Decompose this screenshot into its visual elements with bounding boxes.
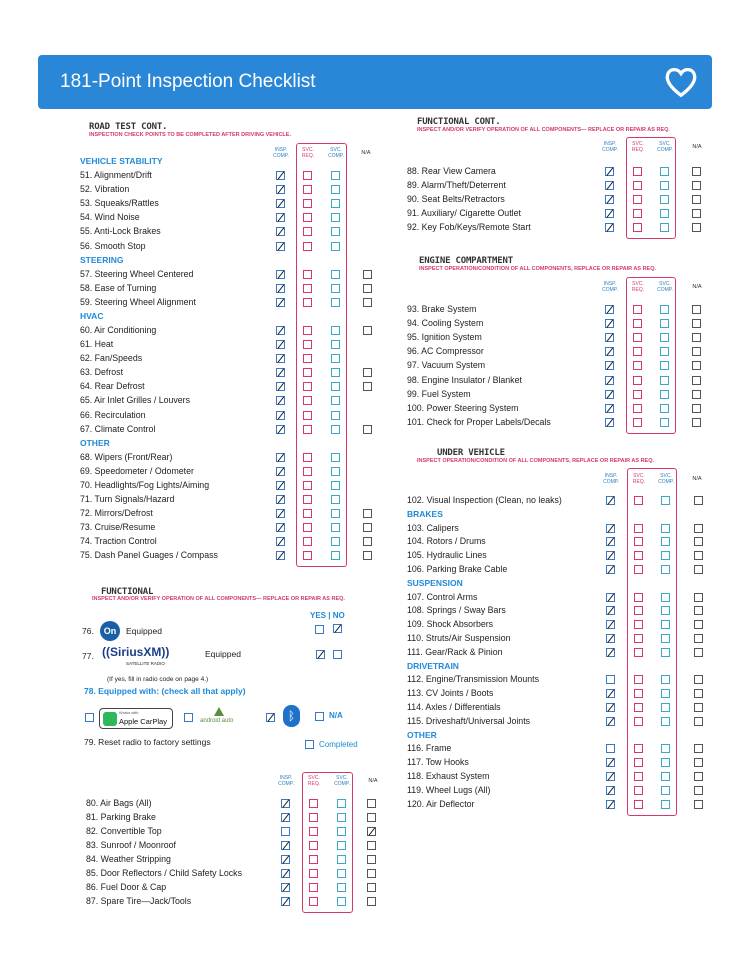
insp-comp-checkbox[interactable] bbox=[276, 171, 285, 180]
insp-comp-checkbox[interactable] bbox=[606, 675, 615, 684]
checklist-item: 52. Vibration bbox=[80, 184, 130, 195]
checklist-item: 100. Power Steering System bbox=[407, 402, 519, 413]
checklist-item: 53. Squeaks/Rattles bbox=[80, 198, 159, 209]
insp-comp-checkbox[interactable] bbox=[606, 800, 615, 809]
category-heading: HVAC bbox=[80, 310, 104, 321]
checklist-item: 88. Rear View Camera bbox=[407, 166, 496, 176]
insp-comp-checkbox[interactable] bbox=[606, 772, 615, 781]
na-checkbox[interactable] bbox=[363, 382, 372, 391]
header-svc-req: SVC. REQ. bbox=[307, 775, 321, 787]
functional-cont-header: FUNCTIONAL CONT. INSPECT AND/OR VERIFY OPERATION OF ALL COMPONENTS— REPLACE OR REPAIR AS REQ. bbox=[417, 117, 670, 133]
header-na: N/A bbox=[692, 476, 702, 482]
na-checkbox[interactable] bbox=[363, 523, 372, 532]
category-heading: BRAKES bbox=[407, 508, 443, 519]
header-svc-req: SVC. REQ. bbox=[631, 141, 645, 153]
engine-header: ENGINE COMPARTMENT INSPECT OPERATION/CONDITION OF ALL COMPONENTS, REPLACE OR REPAIR AS REQ. bbox=[419, 256, 657, 272]
insp-comp-checkbox[interactable] bbox=[276, 284, 285, 293]
insp-comp-checkbox[interactable] bbox=[276, 298, 285, 307]
checklist-item: 86. Fuel Door & Cap bbox=[86, 882, 167, 892]
na-checkbox[interactable] bbox=[692, 333, 701, 342]
insp-comp-checkbox[interactable] bbox=[276, 270, 285, 279]
na-option-label: N/A bbox=[329, 711, 343, 720]
checklist-item: 85. Door Reflectors / Child Safety Locks bbox=[86, 868, 242, 878]
insp-comp-checkbox[interactable] bbox=[606, 717, 615, 726]
checklist-item: 57. Steering Wheel Centered bbox=[80, 268, 194, 279]
insp-comp-checkbox[interactable] bbox=[276, 425, 285, 434]
road-test-header: ROAD TEST CONT. INSPECTION CHECK POINTS TO BE COMPLETED AFTER DRIVING VEHICLE. bbox=[89, 122, 291, 138]
checklist-item: 90. Seat Belts/Retractors bbox=[407, 194, 505, 205]
checklist-item: 51. Alignment/Drift bbox=[80, 170, 152, 180]
insp-comp-checkbox[interactable] bbox=[605, 390, 614, 399]
insp-comp-checkbox[interactable] bbox=[276, 411, 285, 420]
insp-comp-checkbox[interactable] bbox=[276, 523, 285, 532]
insp-comp-checkbox[interactable] bbox=[276, 467, 285, 476]
insp-comp-checkbox[interactable] bbox=[276, 551, 285, 560]
header-svc-req: SVC. REQ. bbox=[301, 147, 315, 159]
checklist-item: 87. Spare Tire—Jack/Tools bbox=[86, 896, 192, 906]
header-svc-comp: SVC. COMP. bbox=[334, 775, 350, 787]
checklist-item: 74. Traction Control bbox=[80, 536, 157, 547]
checklist-item: 70. Headlights/Fog Lights/Aiming bbox=[80, 479, 210, 490]
insp-comp-checkbox[interactable] bbox=[281, 883, 290, 892]
checklist-item: 99. Fuel System bbox=[407, 388, 471, 399]
na-checkbox[interactable] bbox=[694, 634, 703, 643]
checklist-item: 98. Engine Insulator / Blanket bbox=[407, 374, 522, 385]
na-checkbox[interactable] bbox=[694, 524, 703, 533]
insp-comp-checkbox[interactable] bbox=[276, 354, 285, 363]
insp-comp-checkbox[interactable] bbox=[606, 758, 615, 767]
checklist-item: 55. Anti-Lock Brakes bbox=[80, 226, 161, 237]
insp-comp-checkbox[interactable] bbox=[281, 869, 290, 878]
header-svc-comp: SVC. COMP. bbox=[657, 141, 673, 153]
category-heading: OTHER bbox=[80, 437, 110, 448]
checklist-item: 61. Heat bbox=[80, 339, 114, 349]
item-76-no-checkbox[interactable] bbox=[333, 624, 342, 633]
service-column-outline bbox=[626, 137, 676, 239]
na-checkbox[interactable] bbox=[692, 223, 701, 232]
na-checkbox[interactable] bbox=[363, 284, 372, 293]
header-svc-comp: SVC. COMP. bbox=[658, 473, 674, 485]
carplay-icon bbox=[103, 712, 117, 726]
checklist-item: 101. Check for Proper Labels/Decals bbox=[407, 416, 551, 427]
insp-comp-checkbox[interactable] bbox=[605, 404, 614, 413]
na-checkbox[interactable] bbox=[694, 772, 703, 781]
item-76-yes-checkbox[interactable] bbox=[315, 625, 324, 634]
insp-comp-checkbox[interactable] bbox=[276, 368, 285, 377]
carplay-badge: Works with Apple CarPlay bbox=[99, 708, 173, 729]
na-checkbox[interactable] bbox=[694, 648, 703, 657]
checklist-item: 66. Recirculation bbox=[80, 409, 146, 420]
insp-comp-checkbox[interactable] bbox=[276, 213, 285, 222]
radio-code-note: (If yes, fill in radio code on page 4.) bbox=[107, 676, 209, 683]
header-insp-comp: INSP. COMP. bbox=[603, 473, 619, 485]
checklist-item: 113. CV Joints / Boots bbox=[407, 688, 494, 699]
bluetooth-checkbox[interactable] bbox=[266, 713, 275, 722]
item-76-label: Equipped bbox=[126, 626, 162, 636]
header-insp-comp: INSP. COMP. bbox=[602, 141, 618, 153]
na-checkbox[interactable] bbox=[363, 509, 372, 518]
insp-comp-checkbox[interactable] bbox=[281, 841, 290, 850]
item-77-label: Equipped bbox=[205, 649, 241, 659]
na-checkbox[interactable] bbox=[694, 496, 703, 505]
header-na: N/A bbox=[361, 150, 371, 156]
category-heading: DRIVETRAIN bbox=[407, 660, 459, 671]
na-checkbox[interactable] bbox=[694, 786, 703, 795]
na-checkbox[interactable] bbox=[694, 800, 703, 809]
na-checkbox[interactable] bbox=[692, 319, 701, 328]
insp-comp-checkbox[interactable] bbox=[276, 481, 285, 490]
checklist-item: 73. Cruise/Resume bbox=[80, 522, 156, 533]
na-checkbox[interactable] bbox=[694, 717, 703, 726]
checklist-item: 75. Dash Panel Guages / Compass bbox=[80, 550, 218, 561]
checklist-item: 114. Axles / Differentials bbox=[407, 702, 501, 712]
insp-comp-checkbox[interactable] bbox=[605, 376, 614, 385]
completed-checkbox[interactable] bbox=[305, 740, 314, 749]
na-checkbox[interactable] bbox=[692, 209, 701, 218]
na-checkbox[interactable] bbox=[692, 181, 701, 190]
na-checkbox[interactable] bbox=[692, 404, 701, 413]
insp-comp-checkbox[interactable] bbox=[276, 509, 285, 518]
checklist-item: 91. Auxiliary/ Cigarette Outlet bbox=[407, 208, 521, 219]
android-auto-icon bbox=[214, 707, 224, 716]
checklist-item: 95. Ignition System bbox=[407, 332, 482, 343]
service-column-outline bbox=[627, 468, 677, 816]
checklist-item: 71. Turn Signals/Hazard bbox=[80, 494, 175, 504]
none-checkbox[interactable] bbox=[315, 712, 324, 721]
heart-logo-icon bbox=[662, 63, 700, 101]
na-checkbox[interactable] bbox=[367, 827, 376, 836]
insp-comp-checkbox[interactable] bbox=[605, 167, 614, 176]
checklist-item: 96. AC Compressor bbox=[407, 346, 484, 357]
na-checkbox[interactable] bbox=[363, 368, 372, 377]
insp-comp-checkbox[interactable] bbox=[276, 537, 285, 546]
page-title: 181-Point Inspection Checklist bbox=[60, 71, 316, 92]
insp-comp-checkbox[interactable] bbox=[276, 199, 285, 208]
na-checkbox[interactable] bbox=[694, 551, 703, 560]
checklist-item: 111. Gear/Rack & Pinion bbox=[407, 646, 503, 657]
na-checkbox[interactable] bbox=[694, 758, 703, 767]
checklist-item: 81. Parking Brake bbox=[86, 812, 156, 822]
na-checkbox[interactable] bbox=[363, 537, 372, 546]
under-vehicle-header: UNDER VEHICLE bbox=[437, 448, 505, 458]
insp-comp-checkbox[interactable] bbox=[281, 897, 290, 906]
checklist-item: 65. Air Inlet Grilles / Louvers bbox=[80, 395, 191, 406]
na-checkbox[interactable] bbox=[367, 855, 376, 864]
category-heading: STEERING bbox=[80, 254, 124, 265]
na-checkbox[interactable] bbox=[694, 744, 703, 753]
checklist-item: 59. Steering Wheel Alignment bbox=[80, 296, 196, 307]
insp-comp-checkbox[interactable] bbox=[276, 340, 285, 349]
insp-comp-checkbox[interactable] bbox=[606, 648, 615, 657]
insp-comp-checkbox[interactable] bbox=[606, 537, 615, 546]
na-checkbox[interactable] bbox=[363, 270, 372, 279]
na-checkbox[interactable] bbox=[367, 897, 376, 906]
category-heading: OTHER bbox=[407, 729, 437, 740]
insp-comp-checkbox[interactable] bbox=[276, 382, 285, 391]
checklist-item: 108. Springs / Sway Bars bbox=[407, 605, 506, 616]
service-column-outline bbox=[302, 772, 353, 913]
na-checkbox[interactable] bbox=[367, 841, 376, 850]
insp-comp-checkbox[interactable] bbox=[605, 181, 614, 190]
insp-comp-checkbox[interactable] bbox=[276, 453, 285, 462]
checklist-item: 110. Struts/Air Suspension bbox=[407, 633, 511, 643]
insp-comp-checkbox[interactable] bbox=[605, 418, 614, 427]
checklist-item: 116. Frame bbox=[407, 743, 452, 754]
na-checkbox[interactable] bbox=[692, 390, 701, 399]
item-77-number: 77. bbox=[82, 651, 94, 661]
insp-comp-checkbox[interactable] bbox=[276, 396, 285, 405]
insp-comp-checkbox[interactable] bbox=[606, 689, 615, 698]
insp-comp-checkbox[interactable] bbox=[606, 551, 615, 560]
functional-subheader: INSPECT AND/OR VERIFY OPERATION OF ALL COMPONENTS— REPLACE OR REPAIR AS REQ. bbox=[92, 596, 345, 602]
insp-comp-checkbox[interactable] bbox=[281, 855, 290, 864]
na-checkbox[interactable] bbox=[692, 195, 701, 204]
na-checkbox[interactable] bbox=[692, 418, 701, 427]
title-banner bbox=[38, 55, 712, 109]
siriusxm-logo: ((SiriusXM)) bbox=[102, 645, 170, 659]
header-svc-req: SVC. REQ. bbox=[632, 473, 646, 485]
checklist-item: 94. Cooling System bbox=[407, 318, 484, 329]
insp-comp-checkbox[interactable] bbox=[605, 333, 614, 342]
na-checkbox[interactable] bbox=[363, 425, 372, 434]
na-checkbox[interactable] bbox=[692, 361, 701, 370]
under-vehicle-subheader: INSPECT OPERATION/CONDITION OF ALL COMPONENTS, REPLACE OR REPAIR AS REQ. bbox=[417, 458, 655, 464]
na-checkbox[interactable] bbox=[694, 606, 703, 615]
na-checkbox[interactable] bbox=[692, 347, 701, 356]
insp-comp-checkbox[interactable] bbox=[605, 195, 614, 204]
insp-comp-checkbox[interactable] bbox=[605, 305, 614, 314]
na-checkbox[interactable] bbox=[694, 537, 703, 546]
insp-comp-checkbox[interactable] bbox=[605, 361, 614, 370]
android-auto-label: android auto bbox=[200, 718, 234, 724]
item-77-no-checkbox[interactable] bbox=[333, 650, 342, 659]
checklist-item: 102. Visual Inspection (Clean, no leaks) bbox=[407, 495, 562, 505]
insp-comp-checkbox[interactable] bbox=[276, 185, 285, 194]
insp-comp-checkbox[interactable] bbox=[281, 799, 290, 808]
onstar-logo: On bbox=[100, 621, 120, 641]
header-na: N/A bbox=[692, 144, 702, 150]
checklist-item: 115. Driveshaft/Universal Joints bbox=[407, 715, 531, 726]
header-svc-req: SVC. REQ. bbox=[631, 281, 645, 293]
header-svc-comp: SVC. COMP. bbox=[328, 147, 344, 159]
na-checkbox[interactable] bbox=[367, 883, 376, 892]
insp-comp-checkbox[interactable] bbox=[605, 347, 614, 356]
checklist-item: 109. Shock Absorbers bbox=[407, 619, 494, 630]
insp-comp-checkbox[interactable] bbox=[606, 524, 615, 533]
na-checkbox[interactable] bbox=[694, 675, 703, 684]
na-checkbox[interactable] bbox=[692, 376, 701, 385]
header-insp-comp: INSP. COMP. bbox=[602, 281, 618, 293]
checklist-item: 105. Hydraulic Lines bbox=[407, 550, 487, 561]
header-insp-comp: INSP. COMP. bbox=[278, 775, 294, 787]
checklist-item: 72. Mirrors/Defrost bbox=[80, 508, 153, 519]
checklist-item: 119. Wheel Lugs (All) bbox=[407, 784, 491, 795]
siriusxm-subtitle: SATELLITE RADIO bbox=[126, 661, 165, 666]
checklist-item: 117. Tow Hooks bbox=[407, 757, 469, 768]
checklist-item: 60. Air Conditioning bbox=[80, 324, 157, 335]
insp-comp-checkbox[interactable] bbox=[276, 326, 285, 335]
yes-no-header: YES | NO bbox=[310, 611, 345, 620]
na-checkbox[interactable] bbox=[694, 593, 703, 602]
checklist-item: 97. Vacuum System bbox=[407, 360, 486, 371]
na-checkbox[interactable] bbox=[367, 869, 376, 878]
checklist-item: 106. Parking Brake Cable bbox=[407, 564, 508, 574]
insp-comp-checkbox[interactable] bbox=[276, 227, 285, 236]
na-checkbox[interactable] bbox=[694, 703, 703, 712]
checklist-item: 54. Wind Noise bbox=[80, 212, 140, 223]
checklist-item: 104. Rotors / Drums bbox=[407, 536, 486, 547]
na-checkbox[interactable] bbox=[367, 813, 376, 822]
category-heading: SUSPENSION bbox=[407, 577, 463, 588]
na-checkbox[interactable] bbox=[367, 799, 376, 808]
insp-comp-checkbox[interactable] bbox=[276, 242, 285, 251]
checklist-item: 84. Weather Stripping bbox=[86, 854, 171, 864]
android-auto-checkbox[interactable] bbox=[184, 713, 193, 722]
insp-comp-checkbox[interactable] bbox=[606, 744, 615, 753]
na-checkbox[interactable] bbox=[363, 298, 372, 307]
checklist-item: 107. Control Arms bbox=[407, 591, 478, 602]
checklist-item: 68. Wipers (Front/Rear) bbox=[80, 451, 173, 462]
insp-comp-checkbox[interactable] bbox=[606, 620, 615, 629]
checklist-item: 67. Climate Control bbox=[80, 423, 156, 434]
checklist-item: 103. Calipers bbox=[407, 522, 459, 533]
insp-comp-checkbox[interactable] bbox=[281, 827, 290, 836]
service-column-outline bbox=[296, 143, 347, 567]
insp-comp-checkbox[interactable] bbox=[606, 703, 615, 712]
checklist-item: 93. Brake System bbox=[407, 304, 477, 314]
insp-comp-checkbox[interactable] bbox=[281, 813, 290, 822]
checklist-item: 118. Exhaust System bbox=[407, 771, 490, 781]
na-checkbox[interactable] bbox=[363, 326, 372, 335]
insp-comp-checkbox[interactable] bbox=[605, 209, 614, 218]
header-na: N/A bbox=[692, 284, 702, 290]
header-svc-comp: SVC. COMP. bbox=[657, 281, 673, 293]
insp-comp-checkbox[interactable] bbox=[606, 496, 615, 505]
checklist-item: 56. Smooth Stop bbox=[80, 240, 146, 251]
completed-label: Completed bbox=[319, 740, 358, 749]
checklist-item: 69. Speedometer / Odometer bbox=[80, 465, 194, 476]
checklist-item: 89. Alarm/Theft/Deterrent bbox=[407, 180, 506, 191]
item-79-label: 79. Reset radio to factory settings bbox=[84, 737, 211, 747]
service-column-outline bbox=[626, 277, 676, 434]
header-insp-comp: INSP. COMP. bbox=[273, 147, 289, 159]
insp-comp-checkbox[interactable] bbox=[606, 565, 615, 574]
item-77-yes-checkbox[interactable] bbox=[316, 650, 325, 659]
insp-comp-checkbox[interactable] bbox=[605, 223, 614, 232]
checklist-item: 82. Convertible Top bbox=[86, 826, 162, 836]
checklist-item: 64. Rear Defrost bbox=[80, 381, 145, 392]
insp-comp-checkbox[interactable] bbox=[276, 495, 285, 504]
insp-comp-checkbox[interactable] bbox=[606, 606, 615, 615]
bluetooth-icon: ᛒ bbox=[283, 705, 300, 727]
checklist-item: 112. Engine/Transmission Mounts bbox=[407, 674, 540, 685]
insp-comp-checkbox[interactable] bbox=[606, 593, 615, 602]
header-na: N/A bbox=[368, 778, 378, 784]
na-checkbox[interactable] bbox=[692, 305, 701, 314]
na-checkbox[interactable] bbox=[694, 689, 703, 698]
checklist-item: 83. Sunroof / Moonroof bbox=[86, 840, 176, 850]
na-checkbox[interactable] bbox=[692, 167, 701, 176]
checklist-item: 92. Key Fob/Keys/Remote Start bbox=[407, 222, 531, 233]
category-heading: VEHICLE STABILITY bbox=[80, 156, 163, 166]
checklist-item: 80. Air Bags (All) bbox=[86, 798, 152, 808]
item-76-number: 76. bbox=[82, 626, 94, 636]
insp-comp-checkbox[interactable] bbox=[606, 634, 615, 643]
checklist-item: 63. Defrost bbox=[80, 367, 124, 378]
checklist-item: 120. Air Deflector bbox=[407, 798, 475, 809]
na-checkbox[interactable] bbox=[363, 551, 372, 560]
insp-comp-checkbox[interactable] bbox=[605, 319, 614, 328]
item-78-label: 78. Equipped with: (check all that apply) bbox=[84, 686, 246, 696]
checklist-item: 62. Fan/Speeds bbox=[80, 353, 143, 364]
functional-header: FUNCTIONAL bbox=[101, 587, 154, 597]
carplay-checkbox[interactable] bbox=[85, 713, 94, 722]
checklist-item: 58. Ease of Turning bbox=[80, 282, 157, 293]
insp-comp-checkbox[interactable] bbox=[606, 786, 615, 795]
na-checkbox[interactable] bbox=[694, 620, 703, 629]
na-checkbox[interactable] bbox=[694, 565, 703, 574]
